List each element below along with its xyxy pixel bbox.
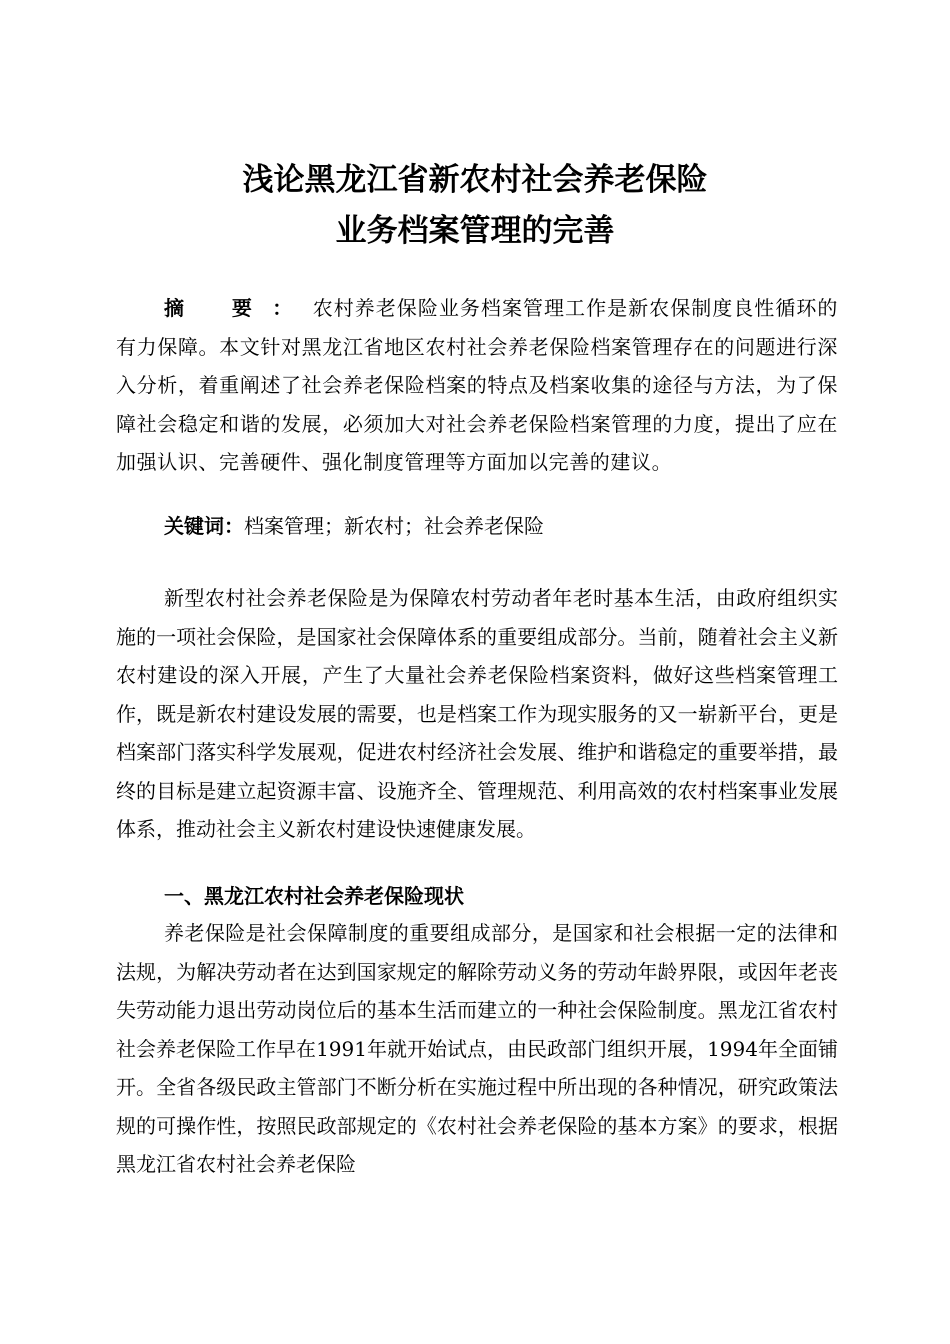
section-1-paragraph: 养老保险是社会保障制度的重要组成部分，是国家和社会根据一定的法律和法规，为解决劳动者在达到国家规定的解除劳动义务的劳动年龄界限，或因年老丧失劳动能力退出劳动岗位后的基本生活而建立的一种社会保险制度。黑龙江省农村社会养老保险工作早在1991年就开始试点，由民政部门组织开展，1994年全面铺开。全省各级民政主管部门不断分析在实施过程中所出现的各种情况，研究政策法规的可操作性，按照民政部规定的《农村社会养老保险的基本方案》的要求，根据黑龙江省农村社会养老保险: [116, 921, 838, 1176]
keywords-label: 关键词：: [164, 514, 244, 538]
paper-title-line-1: 浅论黑龙江省新农村社会养老保险: [242, 162, 708, 198]
abstract-text: 农村养老保险业务档案管理工作是新农保制度良性循环的有力保障。本文针对黑龙江省地区农村社会养老保险档案管理存在的问题进行深入分析，着重阐述了社会养老保险档案的特点及档案收集的途径与方法，为了保障社会稳定和谐的发展，必须加大对社会养老保险档案管理的力度，提出了应在加强认识、完善硬件、强化制度管理等方面加以完善的建议。: [116, 296, 838, 474]
abstract-label: 摘 要：: [164, 296, 313, 320]
keywords-text: 档案管理；新农村；社会养老保险: [244, 514, 544, 538]
intro-paragraph: 新型农村社会养老保险是为保障农村劳动者年老时基本生活，由政府组织实施的一项社会保险，是国家社会保障体系的重要组成部分。当前，随着社会主义新农村建设的深入开展，产生了大量社会养老保险档案资料，做好这些档案管理工作，既是新农村建设发展的需要，也是档案工作为现实服务的又一崭新平台，更是档案部门落实科学发展观，促进农村经济社会发展、维护和谐稳定的重要举措，最终的目标是建立起资源丰富、设施齐全、管理规范、利用高效的农村档案事业发展体系，推动社会主义新农村建设快速健康发展。: [116, 586, 838, 841]
abstract-paragraph: [116, 289, 838, 482]
section-1-heading-block: [116, 877, 838, 916]
keywords-line: [116, 507, 838, 546]
section-1-heading: 一、黑龙江农村社会养老保险现状: [164, 884, 464, 908]
paper-title-line-2: 业务档案管理的完善: [335, 213, 615, 249]
